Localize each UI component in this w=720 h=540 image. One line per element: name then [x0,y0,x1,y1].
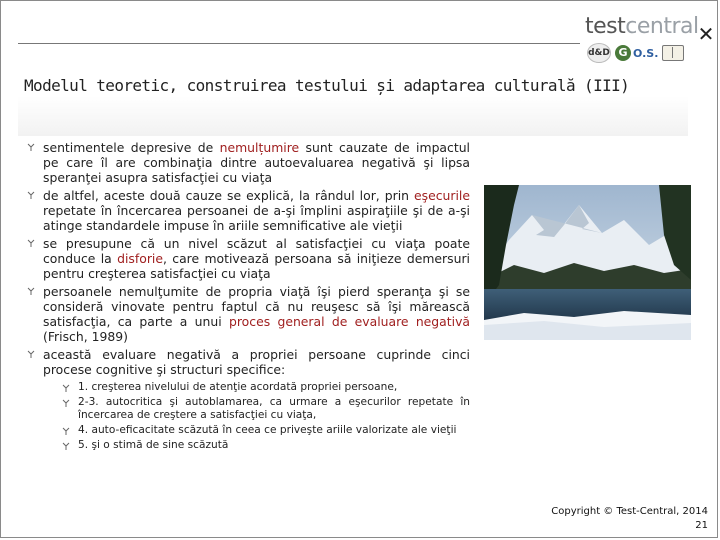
gos-text: O.S. [633,46,659,60]
gos-g-mark: G [615,45,631,61]
dsd-logo: d&D [587,43,611,63]
page-number: 21 [695,520,708,531]
bullet-item [24,236,470,281]
bullet-list [24,140,470,452]
bullet-text: persoanele nemulţumite de propria viaţă îşi pierd speranţa şi se consideră vinovate pentru faptul că nu reuşesc să îşi mărească satisfacţia, ca parte a unui [43,284,470,329]
bullet-icon [27,143,35,152]
mountain-lake-photo-svg [484,185,691,340]
bullet-item [24,347,470,452]
bullet-text: sunt cauzate de impactul pe care îl are combinaţia dintre autoevaluarea negativă şi lipsa speranţei asupra satisfacţiei cu viaţa [43,140,470,185]
bullet-icon [62,427,70,436]
slide-content [24,140,470,455]
bullet-text: , care motivează persoana să iniţieze demersuri pentru creşterea satisfacţiei cu viaţa [43,251,470,281]
bullet-item [24,140,470,185]
highlighted-term: proces general de evaluare negativă [228,314,470,329]
gos-logo [615,45,658,61]
bullet-icon [62,442,70,451]
bullet-icon [62,384,70,393]
bullet-text: această evaluare negativă a propriei persoane cuprinde cinci procese cognitive şi structuri specifice: [43,347,470,377]
sub-bullet-list [59,381,470,452]
copyright-text: Copyright © Test-Central, 2014 [551,506,708,517]
sub-bullet-item [59,396,470,422]
bullet-item [24,188,470,233]
header-rule [18,43,580,44]
bullet-text: se presupune că un nivel scăzut al satisfacţiei cu viaţa poate conduce la [43,236,470,266]
bullet-icon [62,399,70,408]
sub-bullet-item [59,439,470,452]
highlighted-term: disforie [117,251,163,266]
page-title: Modelul teoretic, construirea testului și adaptarea culturală (III) [24,76,630,95]
logo-central-text: central [625,14,699,39]
bullet-icon [27,191,35,200]
logo-test-text: test [585,14,626,39]
mountain-lake-photo [484,185,691,340]
sub-bullet-text: 1. creşterea nivelului de atenţie acordată propriei persoane, [78,381,398,393]
logo-wordmark [585,14,699,39]
highlighted-term: eşecurile [414,188,470,203]
sub-bullet-text: 2-3. autocritica şi autoblamarea, ca urmare a eşecurilor repetate în încercarea de creştere a satisfacţiei cu viaţa, [78,396,470,421]
book-logo-icon [662,45,684,61]
close-icon[interactable]: ✕ [697,22,715,46]
bullet-text: de altfel, aceste două cauze se explică, la rândul lor, prin [43,188,415,203]
title-bar-background [18,96,688,136]
bullet-item [24,284,470,344]
highlighted-term: nemulțumire [219,140,300,155]
bullet-icon [27,350,35,359]
sub-bullet-item [59,381,470,394]
partner-logos [587,43,684,63]
sub-bullet-text: 5. şi o stimă de sine scăzută [78,439,229,451]
testcentral-logo [585,14,699,70]
bullet-icon [27,239,35,248]
bullet-text: sentimentele depresive de [43,140,220,155]
sub-bullet-text: 4. auto-eficacitate scăzută în ceea ce priveşte ariile valorizate ale vieţii [78,424,457,436]
bullet-text: repetate în încercarea persoanei de a-şi împlini aspiraţiile şi de a-şi atinge standardele impuse în ariile semnificative ale vieţii [43,203,470,233]
sub-bullet-item [59,424,470,437]
bullet-icon [27,287,35,296]
bullet-text: (Frisch, 1989) [43,329,128,344]
